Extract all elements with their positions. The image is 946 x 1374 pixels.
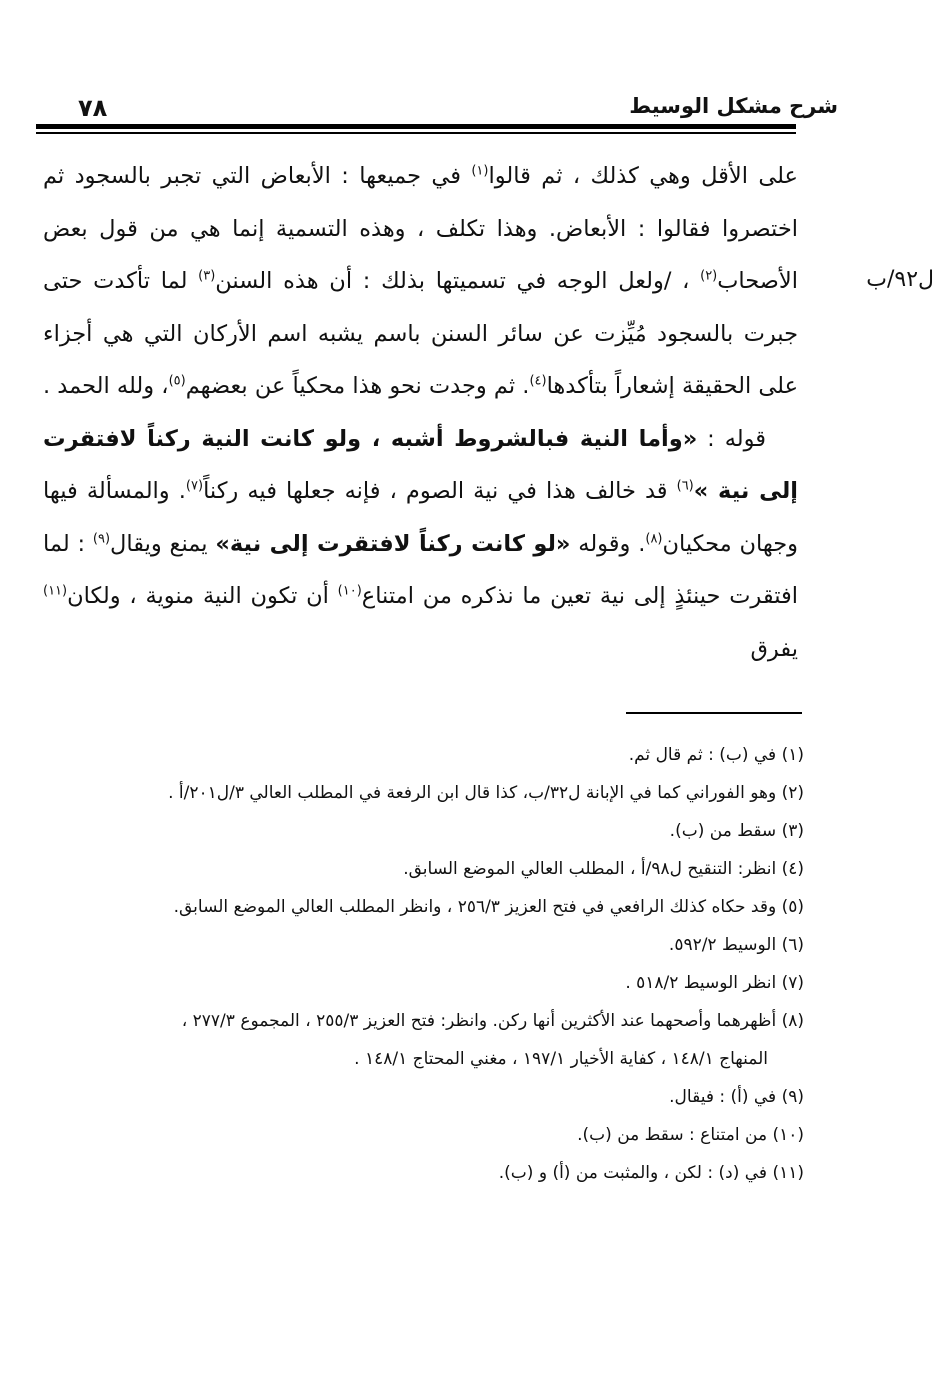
footnote-1: (١) في (ب) : ثم قال ثم. [628,745,804,765]
footnotes [44,736,804,1192]
text-run: قوله : [697,425,766,452]
header-rule-thin [36,132,796,134]
paragraph-2 [43,413,798,676]
footnote-ref-9[interactable]: (٩) [92,531,111,546]
text-run: على الأقل وهي كذلك ، ثم قالوا [488,163,798,189]
footnote-ref-5[interactable]: (٥) [168,373,186,389]
text-run: في جميعها : الأبعاض التي تجبر بالسجود ثم اختصروا فقالوا : الأبعاض. وهذا تكلف ، وهذه التسمية إنما هي من قول بعض الأصحاب [43,163,798,294]
footnote-2: (٢) وهو الفوراني كما في الإبانة ل٣٢/ب، كذا قال ابن الرفعة في المطلب العالي ٣/ل٢٠١/أ . [168,783,804,803]
page-number: ٧٨ [78,94,108,122]
footnote-10: (١٠) من امتناع : سقط من (ب). [577,1125,804,1145]
footnote-ref-8[interactable]: (٨) [645,531,663,546]
footnote-ref-1[interactable]: (١) [471,163,489,179]
running-title: شرح مشكل الوسيط [629,94,838,118]
text-run: : لما افتقرت حينئذٍ إلى نية تعين ما نذكره من امتناع [43,530,798,609]
bold-quote: «وأما النية فبالشروط أشبه ، ولو كانت النية ركناً لافتقرت إلى نية » [43,425,799,504]
text-run: يفرق [750,635,798,662]
footnote-ref-4[interactable]: (٤) [529,373,547,389]
text-run: قد خالف هذا في نية الصوم ، فإنه جعلها فيه ركناً [203,478,677,504]
footnote-4: (٤) انظر: التنقيح ل٩٨/أ ، المطلب العالي الموضع السابق. [403,859,804,879]
text-run: . ثم وجدت نحو هذا محكياً عن بعضهم [185,373,530,399]
footnote-6: (٦) الوسيط ٥٩٢/٢. [668,935,804,955]
text-run: ، /ولعل الوجه في تسميتها بذلك : أن هذه السنن [215,268,701,294]
margin-folio-note: ل٩٢/ب [866,267,934,292]
header-rule-thick [36,124,796,129]
body-text [43,150,798,675]
text-run: . وقوله [570,530,646,557]
footnote-7: (٧) انظر الوسيط ٥١٨/٢ . [625,973,804,993]
footnote-8-continuation: المنهاج ١٤٨/١ ، كفاية الأخيار ١٩٧/١ ، مغني المحتاج ١٤٨/١ . [354,1049,768,1069]
footnote-5: (٥) وقد حكاه كذلك الرافعي في فتح العزيز ٢٥٦/٣ ، وانظر المطلب العالي الموضع السابق. [173,897,804,917]
footnote-ref-3[interactable]: (٣) [198,268,216,284]
text-run: لما تأكدت حتى جبرت بالسجود مُيِّزت عن سائر السنن باسم يشبه اسم الأركان التي هي أجزاء على الحقيقة إشعاراً بتأكدها [43,268,798,399]
footnote-3: (٣) سقط من (ب). [669,821,804,841]
paragraph-1 [43,150,798,413]
footnote-ref-6[interactable]: (٦) [676,478,694,494]
bold-quote: «لو كانت ركناً لافتقرت إلى نية» [215,530,571,557]
footnote-11: (١١) في (د) : لكن ، والمثبت من (أ) و (ب). [498,1163,804,1183]
text-run: أن تكون النية منوية ، ولكان [67,583,338,609]
footnote-8: (٨) أظهرهما وأصحهما عند الأكثرين أنها ركن. وانظر: فتح العزيز ٢٥٥/٣ ، المجموع ٢٧٧/٣ ، [181,1011,804,1031]
footnote-ref-2[interactable]: (٢) [700,268,718,284]
text-run: يمنع ويقال [110,530,216,557]
footnote-ref-10[interactable]: (١٠) [337,583,362,599]
footnote-ref-7[interactable]: (٧) [185,478,204,494]
text-run: . والمسألة فيها وجهان محكيان [43,478,798,557]
footnote-separator [626,712,802,714]
footnote-ref-11[interactable]: (١١) [43,583,68,599]
footnote-9: (٩) في (أ) : فيقال. [669,1087,804,1107]
text-run: ، ولله الحمد . [43,373,169,399]
